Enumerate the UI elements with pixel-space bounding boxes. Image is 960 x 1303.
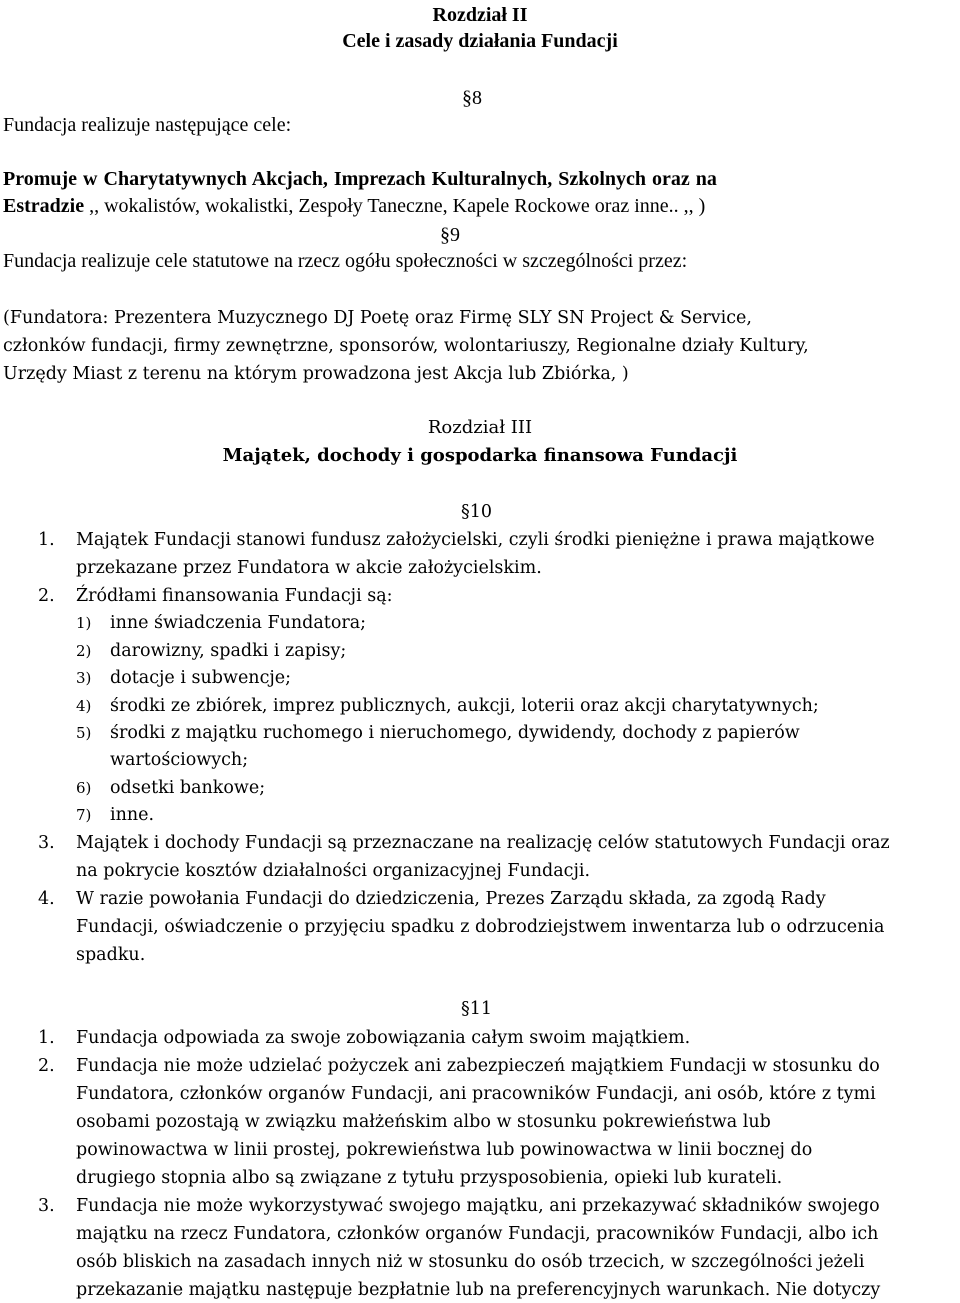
item-number: 3. (38, 833, 55, 853)
item-text: przekazanie majątku następuje bezpłatnie lub na preferencyjnych warunkach. Nie dotyczy (76, 1280, 881, 1300)
item-text: Majątek Fundacji stanowi fundusz założycielski, czyli środki pieniężne i prawa majątkowe (76, 530, 875, 550)
item-text: Źródłami finansowania Fundacji są: (76, 586, 393, 606)
source-text: dotacje i subwencje; (110, 668, 292, 688)
section-8-goal-line-2 (3, 193, 705, 219)
item-text: Fundacja odpowiada za swoje zobowiązania całym swoim majątkiem. (76, 1028, 691, 1048)
item-text: majątku na rzecz Fundatora, członków organów Fundacji, pracowników Fundacji, albo ich (76, 1224, 879, 1244)
section-8-goal-bold: Estradzie (3, 195, 85, 217)
item-text: Fundacja nie może wykorzystywać swojego majątku, ani przekazywać składników swojego (76, 1196, 880, 1216)
item-text: Fundatora, członków organów Fundacji, ani pracowników Fundacji, ani osób, które z tymi (76, 1084, 876, 1104)
item-number: 2. (38, 586, 55, 606)
chapter-2-subheading: Cele i zasady działania Fundacji (342, 30, 618, 52)
source-number: 4) (76, 697, 92, 715)
source-text: inne. (110, 805, 155, 825)
source-text: wartościowych; (110, 750, 249, 770)
source-number: 6) (76, 779, 92, 797)
section-9-line: Urzędy Miast z terenu na którym prowadzona jest Akcja lub Zbiórka, ) (3, 364, 629, 384)
section-10-mark: §10 (461, 502, 493, 522)
section-9-intro: Fundacja realizuje cele statutowe na rzecz ogółu społeczności w szczególności przez: (3, 250, 688, 272)
section-8-goal-line-1: Promuje w Charytatywnych Akcjach, Imprezach Kulturalnych, Szkolnych oraz na (3, 168, 717, 190)
chapter-2-heading: Rozdział II (432, 4, 528, 26)
section-11-mark: §11 (461, 999, 493, 1019)
source-number: 3) (76, 669, 92, 687)
section-9-mark: §9 (440, 224, 460, 246)
source-text: środki z majątku ruchomego i nieruchomego, dywidendy, dochody z papierów (110, 723, 800, 743)
source-number: 2) (76, 642, 92, 660)
source-text: inne świadczenia Fundatora; (110, 613, 367, 633)
item-text: Majątek i dochody Fundacji są przeznaczane na realizację celów statutowych Fundacji oraz (76, 833, 890, 853)
item-text: Fundacja nie może udzielać pożyczek ani zabezpieczeń majątkiem Fundacji w stosunku do (76, 1056, 880, 1076)
source-text: darowizny, spadki i zapisy; (110, 641, 347, 661)
item-number: 1. (38, 530, 55, 550)
section-8-intro: Fundacja realizuje następujące cele: (3, 114, 292, 136)
item-text: osobami pozostają w związku małżeńskim albo w stosunku pokrewieństwa lub (76, 1112, 771, 1132)
item-number: 4. (38, 889, 55, 909)
item-number: 1. (38, 1028, 55, 1048)
section-8-mark: §8 (462, 87, 482, 109)
item-number: 3. (38, 1196, 55, 1216)
item-text: spadku. (76, 945, 146, 965)
item-text: na pokrycie kosztów działalności organizacyjnej Fundacji. (76, 861, 591, 881)
section-9-line: członków fundacji, firmy zewnętrzne, sponsorów, wolontariuszy, Regionalne działy Kultury, (3, 336, 809, 356)
source-number: 5) (76, 724, 92, 742)
source-number: 7) (76, 806, 92, 824)
item-text: przekazane przez Fundatora w akcie założycielskim. (76, 558, 542, 578)
chapter-3-subheading: Majątek, dochody i gospodarka finansowa Fundacji (222, 445, 738, 466)
source-text: odsetki bankowe; (110, 778, 266, 798)
source-text: środki ze zbiórek, imprez publicznych, aukcji, loterii oraz akcji charytatywnych; (110, 696, 819, 716)
item-text: powinowactwa w linii prostej, pokrewieństwa lub powinowactwa w linii bocznej do (76, 1140, 813, 1160)
chapter-3-heading: Rozdział III (427, 417, 533, 438)
item-text: drugiego stopnia albo są związane z tytułu przysposobienia, opieki lub kurateli. (76, 1168, 783, 1188)
item-text: Fundacji, oświadczenie o przyjęciu spadku z dobrodziejstwem inwentarza lub o odrzucenia (76, 917, 885, 937)
item-text: osób bliskich na zasadach innych niż w stosunku do osób trzecich, w szczególności jeżeli (76, 1252, 865, 1272)
section-8-goal-rest: ,, wokalistów, wokalistki, Zespoły Taneczne, Kapele Rockowe oraz inne.. ,, ) (84, 195, 706, 217)
source-number: 1) (76, 614, 92, 632)
item-number: 2. (38, 1056, 55, 1076)
item-text: W razie powołania Fundacji do dziedziczenia, Prezes Zarządu składa, za zgodą Rady (76, 889, 826, 909)
section-9-line: (Fundatora: Prezentera Muzycznego DJ Poetę oraz Firmę SLY SN Project & Service, (3, 308, 752, 328)
